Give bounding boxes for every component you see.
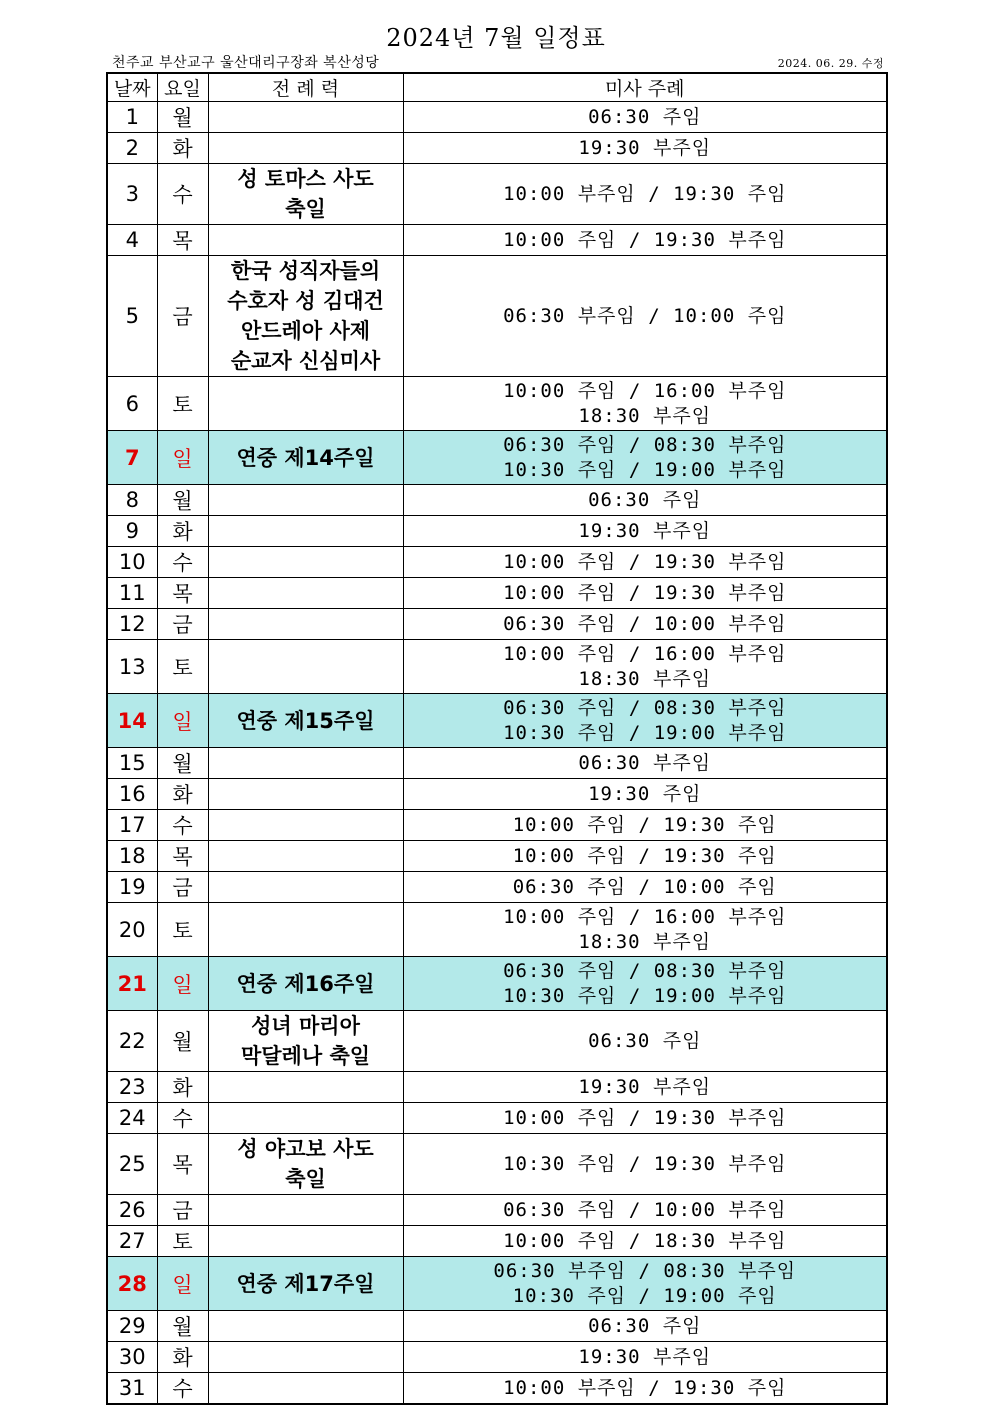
liturgy-cell xyxy=(208,1342,403,1373)
date-cell: 28 xyxy=(107,1257,157,1311)
weekday-cell: 일 xyxy=(157,431,208,485)
schedule-table xyxy=(106,72,888,1405)
mass-line: 18:30 부주임 xyxy=(578,404,712,427)
date-cell: 16 xyxy=(107,779,157,810)
liturgy-cell xyxy=(208,903,403,957)
mass-line: 06:30 주임 / 08:30 부주임 xyxy=(503,959,787,982)
mass-line: 10:00 주임 / 19:30 부주임 xyxy=(503,228,787,251)
mass-schedule-cell xyxy=(403,102,887,133)
mass-schedule-cell xyxy=(403,431,887,485)
weekday-cell: 월 xyxy=(157,748,208,779)
mass-line: 10:30 주임 / 19:00 주임 xyxy=(512,1284,777,1307)
mass-line: 10:00 부주임 / 19:30 주임 xyxy=(503,182,787,205)
date-cell: 15 xyxy=(107,748,157,779)
mass-schedule-cell xyxy=(403,485,887,516)
liturgy-cell: 한국 성직자들의 수호자 성 김대건 안드레아 사제 순교자 신심미사 xyxy=(208,256,403,377)
date-cell: 7 xyxy=(107,431,157,485)
table-row xyxy=(107,957,887,1011)
mass-line: 10:00 주임 / 16:00 부주임 xyxy=(503,642,787,665)
mass-line: 06:30 주임 xyxy=(588,1314,702,1337)
mass-schedule-cell xyxy=(403,1195,887,1226)
liturgy-cell xyxy=(208,102,403,133)
weekday-cell: 목 xyxy=(157,578,208,609)
date-cell: 6 xyxy=(107,377,157,431)
weekday-cell: 일 xyxy=(157,957,208,1011)
liturgy-cell: 연중 제15주일 xyxy=(208,694,403,748)
mass-schedule-cell xyxy=(403,516,887,547)
mass-line: 06:30 주임 / 10:00 주임 xyxy=(512,875,777,898)
mass-schedule-cell xyxy=(403,1103,887,1134)
date-cell: 11 xyxy=(107,578,157,609)
liturgy-cell xyxy=(208,1311,403,1342)
mass-line: 19:30 부주임 xyxy=(578,136,712,159)
table-row xyxy=(107,1373,887,1405)
date-cell: 23 xyxy=(107,1072,157,1103)
weekday-cell: 화 xyxy=(157,1072,208,1103)
table-header-row xyxy=(107,73,887,102)
liturgy-cell: 성 토마스 사도 축일 xyxy=(208,164,403,225)
weekday-cell: 화 xyxy=(157,1342,208,1373)
mass-schedule-cell xyxy=(403,1311,887,1342)
table-row xyxy=(107,872,887,903)
table-row xyxy=(107,133,887,164)
mass-line: 10:00 주임 / 19:30 주임 xyxy=(512,844,777,867)
mass-line: 06:30 부주임 / 10:00 주임 xyxy=(503,304,787,327)
mass-line: 19:30 부주임 xyxy=(578,1345,712,1368)
table-row xyxy=(107,256,887,377)
mass-schedule-cell xyxy=(403,133,887,164)
page-title: 2024년 7월 일정표 xyxy=(386,24,606,52)
date-cell: 25 xyxy=(107,1134,157,1195)
liturgy-cell xyxy=(208,133,403,164)
liturgy-cell xyxy=(208,225,403,256)
weekday-cell: 목 xyxy=(157,1134,208,1195)
liturgy-cell xyxy=(208,810,403,841)
weekday-cell: 토 xyxy=(157,1226,208,1257)
weekday-cell: 월 xyxy=(157,485,208,516)
mass-line: 06:30 주임 xyxy=(588,1029,702,1052)
weekday-cell: 수 xyxy=(157,547,208,578)
date-cell: 18 xyxy=(107,841,157,872)
weekday-cell: 월 xyxy=(157,1311,208,1342)
mass-line: 10:30 주임 / 19:00 부주임 xyxy=(503,721,787,744)
date-cell: 20 xyxy=(107,903,157,957)
mass-line: 10:00 주임 / 19:30 부주임 xyxy=(503,1106,787,1129)
date-cell: 4 xyxy=(107,225,157,256)
mass-line: 06:30 주임 / 08:30 부주임 xyxy=(503,433,787,456)
date-cell: 31 xyxy=(107,1373,157,1405)
mass-line: 06:30 주임 / 10:00 부주임 xyxy=(503,1198,787,1221)
mass-line: 06:30 주임 xyxy=(588,488,702,511)
weekday-cell: 금 xyxy=(157,1195,208,1226)
liturgy-cell: 연중 제16주일 xyxy=(208,957,403,1011)
date-cell: 14 xyxy=(107,694,157,748)
mass-schedule-cell xyxy=(403,903,887,957)
date-cell: 26 xyxy=(107,1195,157,1226)
mass-schedule-cell xyxy=(403,578,887,609)
mass-line: 19:30 주임 xyxy=(588,782,702,805)
mass-line: 06:30 부주임 / 08:30 부주임 xyxy=(493,1259,797,1282)
table-row xyxy=(107,1195,887,1226)
mass-schedule-cell xyxy=(403,225,887,256)
mass-line: 10:00 주임 / 18:30 부주임 xyxy=(503,1229,787,1252)
liturgy-cell xyxy=(208,872,403,903)
table-row xyxy=(107,1342,887,1373)
liturgy-cell xyxy=(208,1195,403,1226)
mass-schedule-cell xyxy=(403,377,887,431)
table-row xyxy=(107,748,887,779)
table-row xyxy=(107,640,887,694)
weekday-cell: 일 xyxy=(157,694,208,748)
date-cell: 24 xyxy=(107,1103,157,1134)
mass-schedule-cell xyxy=(403,1257,887,1311)
mass-schedule-cell xyxy=(403,1373,887,1405)
mass-schedule-cell xyxy=(403,957,887,1011)
table-row xyxy=(107,1311,887,1342)
mass-line: 10:30 주임 / 19:00 부주임 xyxy=(503,984,787,1007)
liturgy-cell: 연중 제14주일 xyxy=(208,431,403,485)
weekday-cell: 목 xyxy=(157,225,208,256)
weekday-cell: 화 xyxy=(157,516,208,547)
table-row xyxy=(107,1134,887,1195)
liturgy-cell xyxy=(208,1373,403,1405)
date-cell: 8 xyxy=(107,485,157,516)
liturgy-cell xyxy=(208,748,403,779)
table-row xyxy=(107,1226,887,1257)
weekday-cell: 일 xyxy=(157,1257,208,1311)
date-cell: 1 xyxy=(107,102,157,133)
table-row xyxy=(107,516,887,547)
mass-schedule-cell xyxy=(403,609,887,640)
table-row xyxy=(107,903,887,957)
mass-line: 18:30 부주임 xyxy=(578,930,712,953)
mass-schedule-cell xyxy=(403,1011,887,1072)
date-cell: 27 xyxy=(107,1226,157,1257)
table-row xyxy=(107,841,887,872)
weekday-cell: 수 xyxy=(157,1103,208,1134)
mass-schedule-cell xyxy=(403,164,887,225)
mass-schedule-cell xyxy=(403,748,887,779)
liturgy-cell xyxy=(208,1072,403,1103)
table-row xyxy=(107,431,887,485)
mass-schedule-cell xyxy=(403,640,887,694)
weekday-cell: 금 xyxy=(157,872,208,903)
date-cell: 21 xyxy=(107,957,157,1011)
date-cell: 29 xyxy=(107,1311,157,1342)
date-cell: 9 xyxy=(107,516,157,547)
weekday-cell: 금 xyxy=(157,609,208,640)
weekday-cell: 수 xyxy=(157,810,208,841)
column-header-mass: 미사 주례 xyxy=(403,73,887,102)
mass-schedule-cell xyxy=(403,1134,887,1195)
table-row xyxy=(107,694,887,748)
liturgy-cell xyxy=(208,640,403,694)
liturgy-cell xyxy=(208,609,403,640)
table-row xyxy=(107,609,887,640)
parish-name: 천주교 부산교구 울산대리구장좌 복산성당 xyxy=(112,55,380,71)
mass-line: 06:30 주임 / 08:30 부주임 xyxy=(503,696,787,719)
mass-schedule-cell xyxy=(403,810,887,841)
column-header-liturgy: 전 례 력 xyxy=(208,73,403,102)
mass-line: 10:30 주임 / 19:00 부주임 xyxy=(503,458,787,481)
weekday-cell: 토 xyxy=(157,903,208,957)
table-row xyxy=(107,225,887,256)
weekday-cell: 수 xyxy=(157,1373,208,1405)
weekday-cell: 월 xyxy=(157,1011,208,1072)
date-cell: 13 xyxy=(107,640,157,694)
mass-line: 10:00 주임 / 16:00 부주임 xyxy=(503,905,787,928)
mass-schedule-cell xyxy=(403,256,887,377)
column-header-date: 날짜 xyxy=(107,73,157,102)
mass-schedule-cell xyxy=(403,694,887,748)
weekday-cell: 토 xyxy=(157,640,208,694)
table-row xyxy=(107,164,887,225)
mass-line: 10:00 부주임 / 19:30 주임 xyxy=(503,1376,787,1399)
mass-line: 18:30 부주임 xyxy=(578,667,712,690)
date-cell: 22 xyxy=(107,1011,157,1072)
table-row xyxy=(107,1103,887,1134)
mass-schedule-cell xyxy=(403,1226,887,1257)
mass-schedule-cell xyxy=(403,547,887,578)
liturgy-cell xyxy=(208,1226,403,1257)
table-row xyxy=(107,1011,887,1072)
weekday-cell: 월 xyxy=(157,102,208,133)
date-cell: 19 xyxy=(107,872,157,903)
mass-schedule-cell xyxy=(403,1072,887,1103)
table-row xyxy=(107,578,887,609)
mass-line: 10:00 주임 / 19:30 주임 xyxy=(512,813,777,836)
table-row xyxy=(107,485,887,516)
table-row xyxy=(107,377,887,431)
mass-line: 19:30 부주임 xyxy=(578,519,712,542)
liturgy-cell xyxy=(208,1103,403,1134)
table-row xyxy=(107,1257,887,1311)
date-cell: 5 xyxy=(107,256,157,377)
mass-line: 10:30 주임 / 19:30 부주임 xyxy=(503,1152,787,1175)
weekday-cell: 화 xyxy=(157,779,208,810)
mass-line: 06:30 부주임 xyxy=(578,751,712,774)
mass-line: 10:00 주임 / 19:30 부주임 xyxy=(503,550,787,573)
date-cell: 2 xyxy=(107,133,157,164)
date-cell: 10 xyxy=(107,547,157,578)
column-header-day: 요일 xyxy=(157,73,208,102)
liturgy-cell: 연중 제17주일 xyxy=(208,1257,403,1311)
mass-line: 10:00 주임 / 16:00 부주임 xyxy=(503,379,787,402)
table-row xyxy=(107,102,887,133)
revision-date: 2024. 06. 29. 수정 xyxy=(777,57,884,70)
table-row xyxy=(107,547,887,578)
table-row xyxy=(107,779,887,810)
mass-line: 06:30 주임 / 10:00 부주임 xyxy=(503,612,787,635)
weekday-cell: 금 xyxy=(157,256,208,377)
schedule-body xyxy=(107,102,887,1405)
liturgy-cell xyxy=(208,485,403,516)
date-cell: 30 xyxy=(107,1342,157,1373)
date-cell: 12 xyxy=(107,609,157,640)
weekday-cell: 토 xyxy=(157,377,208,431)
liturgy-cell xyxy=(208,377,403,431)
mass-schedule-cell xyxy=(403,779,887,810)
liturgy-cell xyxy=(208,516,403,547)
weekday-cell: 화 xyxy=(157,133,208,164)
table-row xyxy=(107,810,887,841)
mass-line: 19:30 부주임 xyxy=(578,1075,712,1098)
date-cell: 17 xyxy=(107,810,157,841)
liturgy-cell xyxy=(208,779,403,810)
liturgy-cell xyxy=(208,841,403,872)
mass-schedule-cell xyxy=(403,872,887,903)
liturgy-cell: 성 야고보 사도 축일 xyxy=(208,1134,403,1195)
liturgy-cell xyxy=(208,578,403,609)
table-row xyxy=(107,1072,887,1103)
mass-schedule-cell xyxy=(403,841,887,872)
mass-line: 06:30 주임 xyxy=(588,105,702,128)
liturgy-cell: 성녀 마리아 막달레나 축일 xyxy=(208,1011,403,1072)
date-cell: 3 xyxy=(107,164,157,225)
liturgy-cell xyxy=(208,547,403,578)
mass-schedule-cell xyxy=(403,1342,887,1373)
weekday-cell: 목 xyxy=(157,841,208,872)
weekday-cell: 수 xyxy=(157,164,208,225)
mass-line: 10:00 주임 / 19:30 부주임 xyxy=(503,581,787,604)
